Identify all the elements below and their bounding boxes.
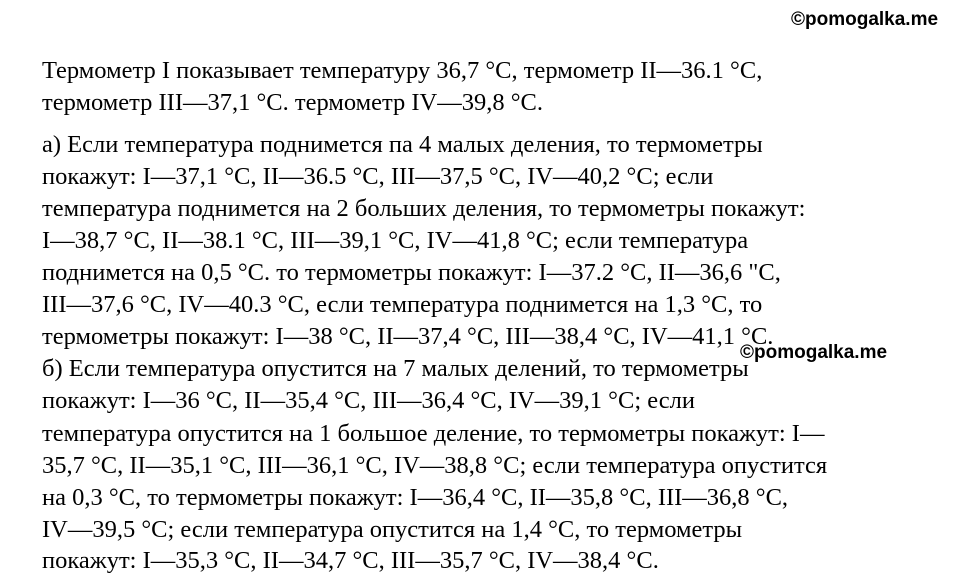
watermark-middle: ©pomogalka.me bbox=[740, 342, 888, 363]
part-b-line-6: IV—39,5 °С; если температура опустится на 1,4 °С, то термометры bbox=[42, 516, 743, 543]
part-b-line-7: покажут: I—35,3 °С, II—34,7 °С, III—35,7 °С, IV—38,4 °С. bbox=[42, 547, 659, 574]
part-a-line-7: термометры покажут: I—38 °С, II—37,4 °С, III—38,4 °С, IV—41,1 °С. bbox=[42, 323, 774, 350]
part-b-line-1: б) Если температура опустится на 7 малых делений, то термометры bbox=[42, 355, 749, 382]
part-a-line-2: покажут: I—37,1 °С, II—36.5 °С, III—37,5 °С, IV—40,2 °С; если bbox=[42, 163, 714, 190]
part-a-line-3: температура поднимется на 2 больших деления, то термометры покажут: bbox=[42, 195, 806, 222]
part-a-line-5: поднимется на 0,5 °С. то термометры покажут: I—37.2 °С, II—36,6 "С, bbox=[42, 259, 781, 286]
intro-line-1: Термометр I показывает температуру 36,7 °С, термометр II—36.1 °С, bbox=[42, 57, 763, 84]
part-b-line-4: 35,7 °С, II—35,1 °С, III—36,1 °С, IV—38,8 °С; если температура опустится bbox=[42, 452, 828, 479]
part-a-line-6: III—37,6 °С, IV—40.3 °С, если температура поднимется на 1,3 °С, то bbox=[42, 291, 763, 318]
intro-line-2: термометр III—37,1 °С. термометр IV—39,8 °С. bbox=[42, 89, 543, 116]
watermark-top: ©pomogalka.me bbox=[791, 9, 939, 30]
part-a-line-1: а) Если температура поднимется па 4 малых деления, то термометры bbox=[42, 131, 763, 158]
part-b-line-5: на 0,3 °С, то термометры покажут: I—36,4 °С, II—35,8 °С, III—36,8 °С, bbox=[42, 484, 789, 511]
part-b-line-3: температура опустится на 1 большое деление, то термометры покажут: I— bbox=[42, 420, 825, 447]
part-a-line-4: I—38,7 °С, II—38.1 °С, III—39,1 °С, IV—41,8 °С; если температура bbox=[42, 227, 749, 254]
part-b-line-2: покажут: I—36 °С, II—35,4 °С, III—36,4 °С, IV—39,1 °С; если bbox=[42, 387, 695, 414]
